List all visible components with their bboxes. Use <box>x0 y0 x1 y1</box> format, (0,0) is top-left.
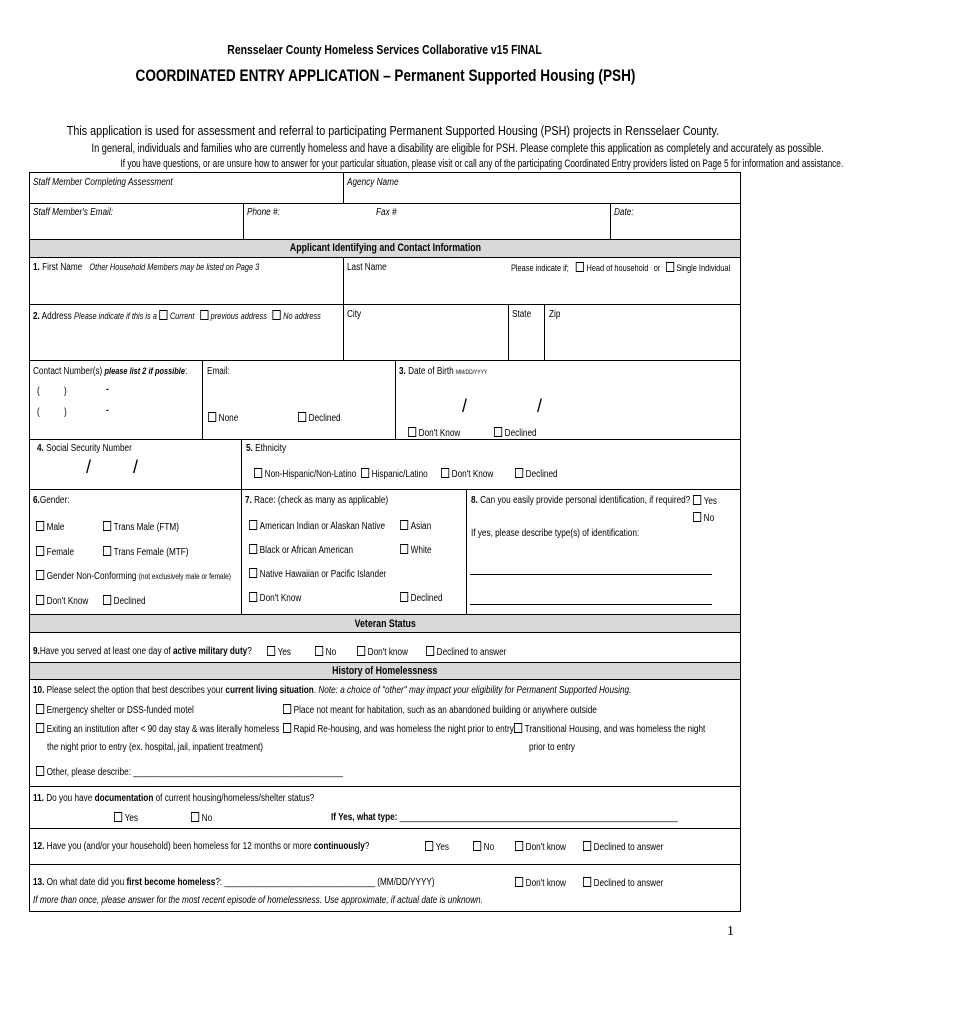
gender-male-checkbox[interactable] <box>36 521 44 531</box>
id-description-line-1[interactable] <box>470 574 712 575</box>
dob-dont-know-option: Don't Know <box>408 427 460 439</box>
race-aian-option: American Indian or Alaskan Native <box>249 520 385 532</box>
documentation-type-label: If Yes, what type: _____________________________________________________________ <box>331 812 678 823</box>
section-identifying: Applicant Identifying and Contact Information <box>289 242 481 254</box>
race-declined-option: Declined <box>400 592 443 604</box>
living-rapid-checkbox[interactable] <box>283 723 291 733</box>
section-history: History of Homelessness <box>332 665 438 677</box>
single-individual-checkbox[interactable] <box>666 262 674 272</box>
ssn-slash-2: / <box>133 457 139 477</box>
living-institution-option: Exiting an institution after < 90 day stay & was literally homeless <box>36 723 279 735</box>
continuous-dont-know-checkbox[interactable] <box>515 841 523 851</box>
ethnicity-non-hispanic-option: Non-Hispanic/Non-Latino <box>254 468 356 480</box>
email-label: Email: <box>207 366 230 377</box>
phone-2-paren-close: ) <box>64 407 67 418</box>
id-no-checkbox[interactable] <box>693 512 701 522</box>
military-dont-know-checkbox[interactable] <box>357 646 365 656</box>
ethnicity-dont-know-checkbox[interactable] <box>441 468 449 478</box>
intro-line-2: In general, individuals and families who are currently homeless and have a disability are eligible for PSH. Please complete this application as completely and accurately as possible. <box>91 143 824 155</box>
assessor-label: Staff Member Completing Assessment <box>33 177 173 188</box>
fax-label: Fax # <box>376 207 397 218</box>
military-declined-option: Declined to answer <box>426 646 506 658</box>
gender-female-checkbox[interactable] <box>36 546 44 556</box>
documentation-no-checkbox[interactable] <box>191 812 199 822</box>
continuous-declined-checkbox[interactable] <box>583 841 591 851</box>
q8-label: 8. Can you easily provide personal identification, if required? <box>471 495 691 506</box>
q1-label: 1. First Name Other Household Members may be listed on Page 3 <box>33 262 260 273</box>
phone-2-paren-open: ( <box>37 407 40 418</box>
id-followup-label: If yes, please describe type(s) of identification: <box>471 528 640 539</box>
race-dont-know-checkbox[interactable] <box>249 592 257 602</box>
staff-email-label: Staff Member's Email: <box>33 207 113 218</box>
id-no-option: No <box>693 512 714 524</box>
continuous-no-option: No <box>473 841 494 853</box>
dob-dont-know-checkbox[interactable] <box>408 427 416 437</box>
living-transitional-option: Transitional Housing, and was homeless the night <box>514 723 705 735</box>
race-white-option: White <box>400 544 432 556</box>
dob-declined-option: Declined <box>494 427 537 439</box>
id-description-line-2[interactable] <box>470 604 712 605</box>
contact-number-label: Contact Number(s) please list 2 if possible: <box>33 366 188 377</box>
living-institution-line-2: the night prior to entry (ex. hospital, jail, inpatient treatment) <box>47 742 264 753</box>
gender-gnc-option: Gender Non-Conforming (not exclusively male or female) <box>36 570 231 582</box>
race-aian-checkbox[interactable] <box>249 520 257 530</box>
page-number: 1 <box>727 924 734 939</box>
q13-note: If more than once, please answer for the most recent episode of homelessness. Use approximate, if actual date is unknown. <box>33 895 483 906</box>
gender-trans-male-checkbox[interactable] <box>103 521 111 531</box>
ethnicity-hispanic-checkbox[interactable] <box>361 468 369 478</box>
q5-label: 5. Ethnicity <box>246 443 287 454</box>
continuous-declined-option: Declined to answer <box>583 841 663 853</box>
documentation-yes-checkbox[interactable] <box>114 812 122 822</box>
living-shelter-option: Emergency shelter or DSS-funded motel <box>36 704 194 716</box>
living-rapid-option: Rapid Re-housing, and was homeless the night prior to entry <box>283 723 514 735</box>
no-address-checkbox[interactable] <box>272 310 280 320</box>
race-dont-know-option: Don't Know <box>249 592 301 604</box>
phone-2-dash: - <box>106 405 109 416</box>
head-of-household-checkbox[interactable] <box>576 262 584 272</box>
city-label: City <box>347 309 362 320</box>
gender-dont-know-checkbox[interactable] <box>36 595 44 605</box>
last-name-label: Last Name <box>347 262 387 273</box>
homeless-date-declined-option: Declined to answer <box>583 877 663 889</box>
living-transitional-checkbox[interactable] <box>514 723 522 733</box>
email-declined-option: Declined <box>298 412 341 424</box>
race-nhpi-checkbox[interactable] <box>249 568 257 578</box>
email-declined-checkbox[interactable] <box>298 412 306 422</box>
gender-declined-option: Declined <box>103 595 146 607</box>
military-no-option: No <box>315 646 336 658</box>
state-label: State <box>512 309 532 320</box>
living-other-checkbox[interactable] <box>36 766 44 776</box>
race-nhpi-option: Native Hawaiian or Pacific Islander <box>249 568 386 580</box>
military-yes-checkbox[interactable] <box>267 646 275 656</box>
zip-label: Zip <box>549 309 561 320</box>
race-asian-option: Asian <box>400 520 431 532</box>
dob-declined-checkbox[interactable] <box>494 427 502 437</box>
documentation-no-option: No <box>191 812 212 824</box>
living-transitional-line-2: prior to entry <box>529 742 576 753</box>
q13-label: 13. On what date did you first become homeless?: _________________________________ (MM/DD/YYYY) <box>33 877 435 888</box>
q12-label: 12. Have you (and/or your household) been homeless for 12 months or more continuously? <box>33 841 370 852</box>
ethnicity-hispanic-option: Hispanic/Latino <box>361 468 428 480</box>
q9-label: 9.Have you served at least one day of active military duty? <box>33 646 252 657</box>
military-declined-checkbox[interactable] <box>426 646 434 656</box>
gender-female-option: Female <box>36 546 74 558</box>
living-shelter-checkbox[interactable] <box>36 704 44 714</box>
phone-label: Phone #: <box>247 207 280 218</box>
q7-label: 7. Race: (check as many as applicable) <box>245 495 389 506</box>
section-veteran: Veteran Status <box>354 618 416 630</box>
military-yes-option: Yes <box>267 646 291 658</box>
continuous-dont-know-option: Don't know <box>515 841 566 853</box>
intro-line-1: This application is used for assessment and referral to participating Permanent Supported Housing (PSH) projects in Rensselaer County. <box>66 123 720 138</box>
email-none-option: None <box>208 412 238 424</box>
phone-1-dash: - <box>106 384 109 395</box>
homeless-date-dont-know-option: Don't know <box>515 877 566 889</box>
gender-gnc-checkbox[interactable] <box>36 570 44 580</box>
id-yes-checkbox[interactable] <box>693 495 701 505</box>
race-asian-checkbox[interactable] <box>400 520 408 530</box>
q4-label: 4. Social Security Number <box>37 443 132 454</box>
id-yes-option: Yes <box>693 495 717 507</box>
phone-1-paren-close: ) <box>64 386 67 397</box>
q2-label: 2. Address Please indicate if this is a Current previous address No address <box>33 311 321 322</box>
gender-dont-know-option: Don't Know <box>36 595 88 607</box>
gender-trans-male-option: Trans Male (FTM) <box>103 521 179 533</box>
q6-label: 6.Gender: <box>33 495 70 506</box>
agency-label: Agency Name <box>347 177 399 188</box>
gender-declined-checkbox[interactable] <box>103 595 111 605</box>
homeless-date-declined-checkbox[interactable] <box>583 877 591 887</box>
intro-line-3: If you have questions, or are unsure how to answer for your particular situation, please visit or call any of the participating Coordinated Entry providers listed on Page 5 for information and assistance. <box>120 158 844 170</box>
org-header: Rensselaer County Homeless Services Collaborative v15 FINAL <box>227 42 543 57</box>
ethnicity-declined-option: Declined <box>515 468 558 480</box>
living-other-option: Other, please describe: ______________________________________________ <box>36 766 343 778</box>
gender-trans-female-checkbox[interactable] <box>103 546 111 556</box>
q3-label: 3. Date of Birth MM/DD/YYYY <box>399 366 488 377</box>
dob-slash-1: / <box>462 396 468 416</box>
continuous-yes-checkbox[interactable] <box>425 841 433 851</box>
household-type-group: Please indicate if; Head of household or Single Individual <box>511 263 731 273</box>
phone-1-paren-open: ( <box>37 386 40 397</box>
gender-trans-female-option: Trans Female (MTF) <box>103 546 189 558</box>
dob-slash-2: / <box>537 396 543 416</box>
gender-male-option: Male <box>36 521 64 533</box>
race-black-option: Black or African American <box>249 544 353 556</box>
q10-label: 10. Please select the option that best describes your current living situation. Note: a choice of "other" may impact your eligibility for Permanent Supported Housing. <box>33 685 632 696</box>
homeless-date-dont-know-checkbox[interactable] <box>515 877 523 887</box>
ethnicity-dont-know-option: Don't Know <box>441 468 493 480</box>
date-label: Date: <box>614 207 634 218</box>
continuous-yes-option: Yes <box>425 841 449 853</box>
living-place-checkbox[interactable] <box>283 704 291 714</box>
race-black-checkbox[interactable] <box>249 544 257 554</box>
ssn-slash-1: / <box>86 457 92 477</box>
previous-address-checkbox[interactable] <box>200 310 208 320</box>
documentation-yes-option: Yes <box>114 812 138 824</box>
living-place-option: Place not meant for habitation, such as an abandoned building or anywhere outside <box>283 704 597 716</box>
email-none-checkbox[interactable] <box>208 412 216 422</box>
military-no-checkbox[interactable] <box>315 646 323 656</box>
military-dont-know-option: Don't know <box>357 646 408 658</box>
q11-label: 11. Do you have documentation of current housing/homeless/shelter status? <box>33 793 315 804</box>
living-institution-checkbox[interactable] <box>36 723 44 733</box>
current-address-checkbox[interactable] <box>159 310 167 320</box>
race-declined-checkbox[interactable] <box>400 592 408 602</box>
race-white-checkbox[interactable] <box>400 544 408 554</box>
ethnicity-declined-checkbox[interactable] <box>515 468 523 478</box>
page-title: COORDINATED ENTRY APPLICATION – Permanent Supported Housing (PSH) <box>135 66 635 85</box>
continuous-no-checkbox[interactable] <box>473 841 481 851</box>
ethnicity-non-hispanic-checkbox[interactable] <box>254 468 262 478</box>
